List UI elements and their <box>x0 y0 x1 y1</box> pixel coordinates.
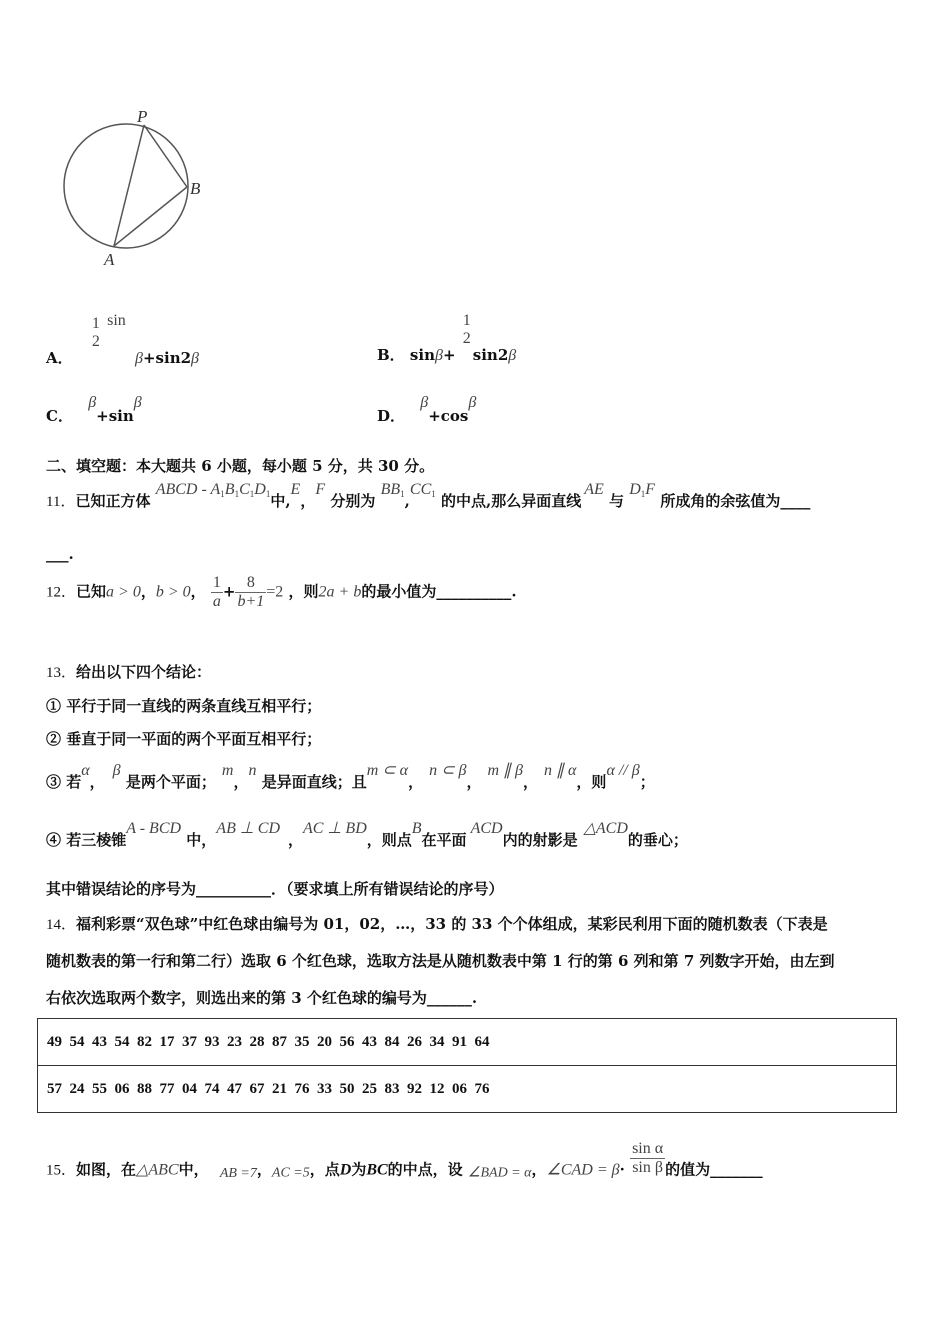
q12-comma1: ， <box>140 582 156 601</box>
table-row-2: 57 24 55 06 88 77 04 74 47 67 21 76 33 50 25 83 92 12 06 76 <box>38 1066 897 1113</box>
q13-rel-1: m ⊂ α <box>366 762 409 779</box>
q15-angle-bad: ∠BAD = α <box>467 1165 532 1181</box>
q13-c3-text1: 是两个平面； <box>125 773 216 791</box>
q13-c3-text3: ，则 <box>576 773 607 791</box>
q11-cube-b: B <box>224 481 235 498</box>
q11-continuation: ___. <box>46 545 74 563</box>
segment-ab <box>114 187 187 246</box>
q12-cond-a: a > 0 <box>106 583 141 601</box>
q13-intro: 给出以下四个结论： <box>76 663 212 681</box>
option-d-label: D． <box>377 407 406 425</box>
q13-conclusion-3 <box>46 760 655 792</box>
q15-text-3: ，点 <box>309 1160 340 1179</box>
q11-ae: AE <box>584 481 604 498</box>
option-a[interactable] <box>46 312 199 368</box>
q12-plus: + <box>222 582 236 601</box>
option-c-label: C． <box>46 407 73 425</box>
q13-c4-text5: 的垂心； <box>627 831 688 849</box>
q11-d1-main: D <box>629 481 641 498</box>
q12-frac1-num: 1 <box>212 574 221 591</box>
q11-number: 11． <box>46 494 76 510</box>
q13-perp-1: AB ⊥ CD <box>216 820 281 837</box>
segment-pa <box>114 125 144 246</box>
option-a-frac-den: 2 <box>91 333 100 350</box>
option-a-frac-num: 1 <box>91 315 100 332</box>
q11-comma: ， <box>300 492 316 510</box>
q13-triangle: △ACD <box>583 820 628 837</box>
q12-text-2: ，则 <box>288 582 319 601</box>
q11-cc <box>410 481 436 498</box>
q11-cube-d: D <box>254 481 266 498</box>
q15-text-4: 为 <box>351 1160 367 1179</box>
q13-alpha: α <box>81 762 90 779</box>
q13-plane: ACD <box>470 820 503 837</box>
q11-d1-sub: 1 <box>640 489 646 499</box>
q13-conclusion-2: ② 垂直于同一平面的两个平面互相平行； <box>46 730 322 748</box>
q11-text-5: 与 <box>608 492 624 510</box>
random-number-table <box>37 1018 897 1113</box>
q12-equals: =2 <box>266 583 284 601</box>
q11-text-3: 分别为 <box>330 492 376 510</box>
q12-frac2-den: b+1 <box>237 593 265 610</box>
option-b-beta2: β <box>508 347 517 364</box>
question-11 <box>46 480 810 511</box>
q13-m: m <box>221 762 234 779</box>
q12-frac-1 <box>211 574 223 611</box>
q13-c3-comma5: ， <box>523 773 539 791</box>
question-14-line-1 <box>46 913 828 934</box>
option-b-fraction <box>461 312 473 348</box>
question-13 <box>46 661 211 682</box>
q13-c3-comma: ， <box>89 773 105 791</box>
q11-f: F <box>315 481 326 498</box>
table-row <box>38 1019 897 1066</box>
q11-cube-c: C <box>239 481 250 498</box>
q11-text-6: 所成角的余弦值为____ <box>660 492 811 510</box>
q13-c4-comma: ， <box>288 831 304 849</box>
q13-c3-text2: 是异面直线；且 <box>261 773 367 791</box>
q12-frac1-den: a <box>212 593 221 610</box>
option-b-sin: sin <box>409 346 435 364</box>
q11-bb <box>381 481 405 498</box>
q15-ac: AC =5 <box>271 1165 310 1181</box>
q15-triangle: △ABC <box>136 1161 179 1179</box>
option-b-label: B． <box>377 346 405 364</box>
table-row <box>38 1066 897 1113</box>
q15-fraction <box>630 1140 665 1177</box>
q11-f2: F <box>645 481 656 498</box>
q13-c4-text1: 中， <box>186 831 217 849</box>
q11-cube-sub3: 1 <box>249 489 255 499</box>
q12-frac2-num: 8 <box>246 574 255 591</box>
q13-tetrahedron: A - BCD <box>126 820 182 837</box>
q12-cond-b: b > 0 <box>155 583 191 601</box>
q11-cube-sub2: 1 <box>234 489 240 499</box>
q13-conclusion-4 <box>46 818 688 850</box>
option-b-frac-den: 2 <box>462 330 471 347</box>
section-heading: 二、填空题：本大题共 6 小题，每小题 5 分，共 30 分。 <box>46 457 435 475</box>
option-d[interactable] <box>377 393 476 426</box>
q15-frac-den: sin β <box>630 1158 665 1177</box>
q11-cc-sub: 1 <box>431 489 436 499</box>
option-c-rest: +sin <box>96 407 134 425</box>
q15-number: 15． <box>46 1162 77 1179</box>
option-b[interactable] <box>377 312 516 365</box>
option-b-beta: β <box>434 347 443 364</box>
q13-beta: β <box>112 762 121 779</box>
q12-expr: 2a + b <box>318 583 362 601</box>
q11-bb-main: BB <box>380 481 401 498</box>
q13-rel-4: n ∥ α <box>544 762 577 779</box>
option-d-beta: β <box>420 394 429 411</box>
label-a: A <box>104 250 115 269</box>
q13-ask: 其中错误结论的序号为__________．（要求填上所有错误结论的序号） <box>46 880 504 898</box>
q11-cube-sub1: 1 <box>220 489 225 499</box>
option-c-beta: β <box>88 394 97 411</box>
q13-c4-pre: ④ 若三棱锥 <box>46 831 127 849</box>
q11-cc-main: CC <box>409 481 432 498</box>
q11-cube-sub4: 1 <box>265 489 271 499</box>
label-p: P <box>137 107 148 126</box>
question-15 <box>46 1140 763 1182</box>
q13-point: B <box>411 820 422 837</box>
q11-cube <box>156 481 271 498</box>
q14-number: 14． <box>46 917 77 933</box>
q12-text-1: 已知 <box>76 582 107 601</box>
q15-text-5: 的中点，设 <box>387 1160 463 1179</box>
q15-bc: BC <box>366 1161 388 1179</box>
question-12 <box>46 574 517 611</box>
q12-comma2: ， <box>190 582 206 601</box>
q15-d: D <box>339 1161 352 1179</box>
q14-line1: 福利彩票“双色球”中红色球由编号为 01，02，…，33 的 33 个个体组成，某彩民利用下面的随机数表（下表是 <box>76 915 828 933</box>
q15-text-6: 的值为_______ <box>665 1160 763 1179</box>
q11-text-4: 的中点,那么异面直线 <box>440 492 582 510</box>
circle <box>64 124 188 248</box>
option-b-plus: + <box>442 346 456 364</box>
q13-rel-2: n ⊂ β <box>429 762 467 779</box>
q15-comma1: ， <box>256 1160 272 1179</box>
q15-comma2: ， <box>531 1160 547 1179</box>
option-d-rest: +cos <box>428 407 469 425</box>
option-c[interactable] <box>46 393 142 426</box>
q11-text-1: 已知正方体 <box>75 492 151 510</box>
option-b-rest: sin2 <box>472 346 509 364</box>
q12-frac-2 <box>235 574 266 611</box>
question-14-line-2: 随机数表的第一行和第二行）选取 6 个红色球，选取方法是从随机数表中第 1 行的第 6 列和第 7 列数字开始，由左到 <box>46 952 835 970</box>
q13-n: n <box>248 762 257 779</box>
circle-figure <box>44 92 224 277</box>
label-b: B <box>190 179 201 198</box>
q15-frac-num: sin α <box>632 1140 664 1157</box>
q13-c3-comma3: ， <box>408 773 424 791</box>
option-a-label: A． <box>46 349 73 367</box>
q13-number: 13． <box>46 665 77 681</box>
q13-c3-end: ； <box>639 773 655 791</box>
q13-c3-pre: ③ 若 <box>46 773 82 791</box>
option-b-frac-num: 1 <box>462 312 471 329</box>
option-a-beta2: β <box>191 350 200 367</box>
q12-text-3: 的最小值为__________. <box>361 582 517 601</box>
q11-comma2: , <box>404 492 410 510</box>
q11-d1f <box>629 481 655 498</box>
option-c-beta2: β <box>133 394 142 411</box>
q13-rel-5: α // β <box>606 762 640 779</box>
q15-ab: AB =7 <box>219 1165 257 1181</box>
q12-number: 12． <box>46 584 77 601</box>
q11-bb-sub: 1 <box>400 489 405 499</box>
table-row-1: 49 54 43 54 82 17 37 93 23 28 87 35 20 56 43 84 26 34 91 64 <box>38 1019 897 1066</box>
option-a-sin: sin <box>107 312 126 329</box>
q13-c4-text4: 内的射影是 <box>502 831 578 849</box>
q11-e: E <box>290 481 301 498</box>
q13-rel-3: m ∥ β <box>487 762 523 779</box>
option-a-beta: β <box>135 350 143 367</box>
q15-dot: · <box>619 1160 625 1179</box>
q15-text-1: 如图，在 <box>76 1160 137 1179</box>
q13-c3-comma4: ， <box>466 773 482 791</box>
q11-cube-a: ABCD - A <box>155 481 221 498</box>
option-d-beta2: β <box>468 394 477 411</box>
q13-conclusion-1: ① 平行于同一直线的两条直线互相平行； <box>46 697 322 715</box>
q13-c3-comma2: ， <box>233 773 249 791</box>
option-a-rest: +sin2 <box>142 349 192 367</box>
q13-perp-2: AC ⊥ BD <box>303 820 367 837</box>
q13-c4-text2: ，则点 <box>366 831 412 849</box>
q11-text-2: 中, <box>270 492 291 510</box>
option-a-fraction <box>90 315 102 351</box>
q15-angle-cad: ∠CAD = β <box>546 1161 620 1179</box>
question-14-line-3: 右依次选取两个数字，则选出来的第 3 个红色球的编号为______. <box>46 989 478 1007</box>
q15-text-2: 中， <box>178 1160 209 1179</box>
q13-c4-text3: 在平面 <box>421 831 467 849</box>
